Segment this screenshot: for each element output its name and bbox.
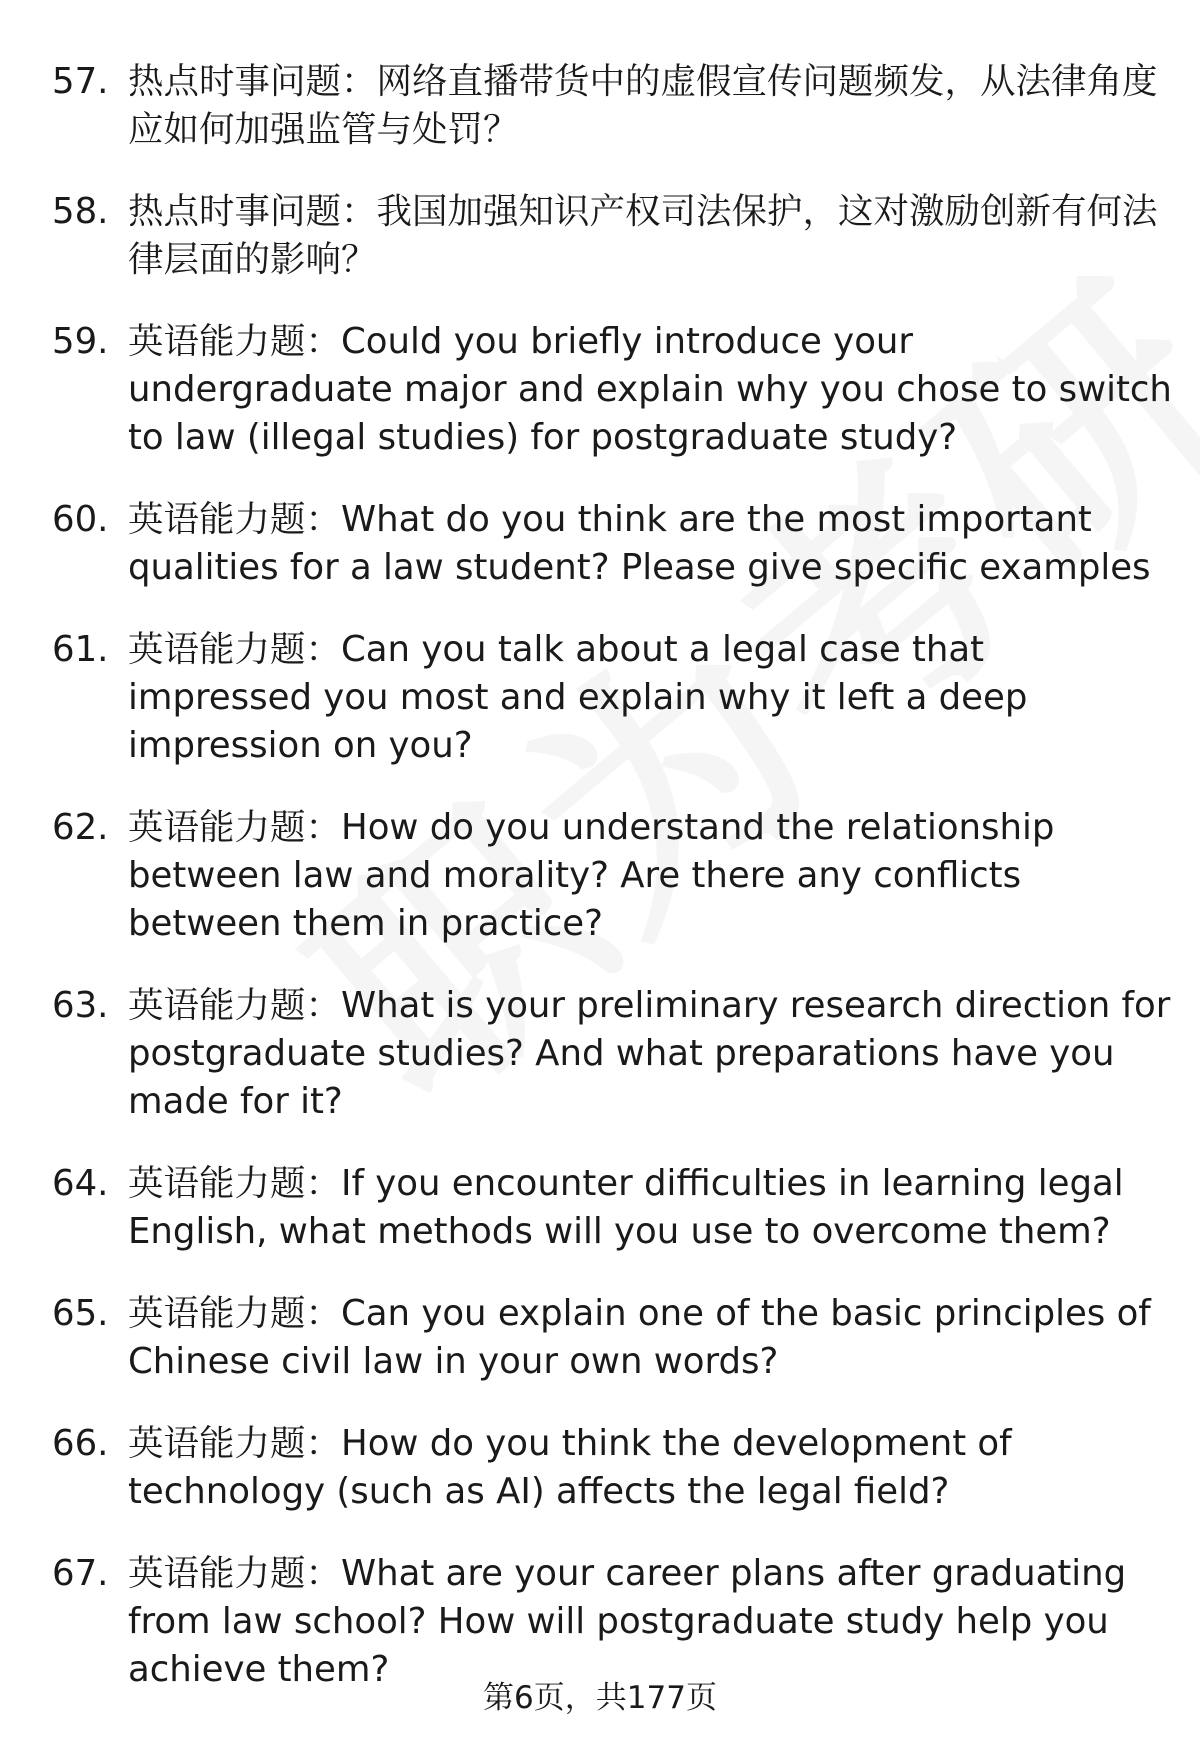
question-text: 英语能力题：What are your career plans after graduating from law school? How will postgraduate study help you achieve them? [128, 1553, 1127, 1690]
question-item [0, 982, 1200, 1126]
question-text: 英语能力题：What is your preliminary research direction for postgraduate studies? And what preparations have you made for it? [128, 985, 1171, 1122]
question-text: 英语能力题：How do you understand the relationship between law and morality? Are there any conflicts between them in practice? [128, 807, 1055, 944]
question-item [0, 496, 1200, 592]
question-item [0, 1550, 1200, 1694]
question-item [0, 318, 1200, 462]
question-number: 64. [52, 1163, 109, 1204]
question-number: 59. [52, 321, 109, 362]
question-item [0, 1420, 1200, 1516]
question-text: 英语能力题：Could you briefly introduce your undergraduate major and explain why you chose to switch to law (illegal studies) for postgraduate study? [128, 321, 1172, 458]
question-text: 英语能力题：What do you think are the most important qualities for a law student? Please give specific examples [128, 499, 1151, 588]
question-item [0, 626, 1200, 770]
question-item [0, 58, 1200, 154]
question-item [0, 1290, 1200, 1386]
question-list [0, 58, 1200, 1728]
question-number: 60. [52, 499, 109, 540]
question-number: 63. [52, 985, 109, 1026]
question-item [0, 188, 1200, 284]
question-number: 61. [52, 629, 109, 670]
question-number: 65. [52, 1293, 109, 1334]
question-number: 58. [52, 191, 109, 232]
question-item [0, 804, 1200, 948]
question-text: 热点时事问题：网络直播带货中的虚假宣传问题频发，从法律角度应如何加强监管与处罚？ [128, 61, 1158, 150]
question-text: 英语能力题：If you encounter difficulties in learning legal English, what methods will you use to overcome them? [128, 1163, 1124, 1252]
question-text: 英语能力题：How do you think the development of technology (such as AI) affects the legal field? [128, 1423, 1012, 1512]
question-number: 62. [52, 807, 109, 848]
question-text: 热点时事问题：我国加强知识产权司法保护，这对激励创新有何法律层面的影响？ [128, 191, 1158, 280]
question-text: 英语能力题：Can you talk about a legal case that impressed you most and explain why it left a deep impression on you? [128, 629, 1028, 766]
question-item [0, 1160, 1200, 1256]
question-number: 67. [52, 1553, 109, 1594]
question-text: 英语能力题：Can you explain one of the basic principles of Chinese civil law in your own words? [128, 1293, 1151, 1382]
question-number: 57. [52, 61, 109, 102]
question-number: 66. [52, 1423, 109, 1464]
page-footer: 第6页，共177页 [483, 1680, 717, 1716]
